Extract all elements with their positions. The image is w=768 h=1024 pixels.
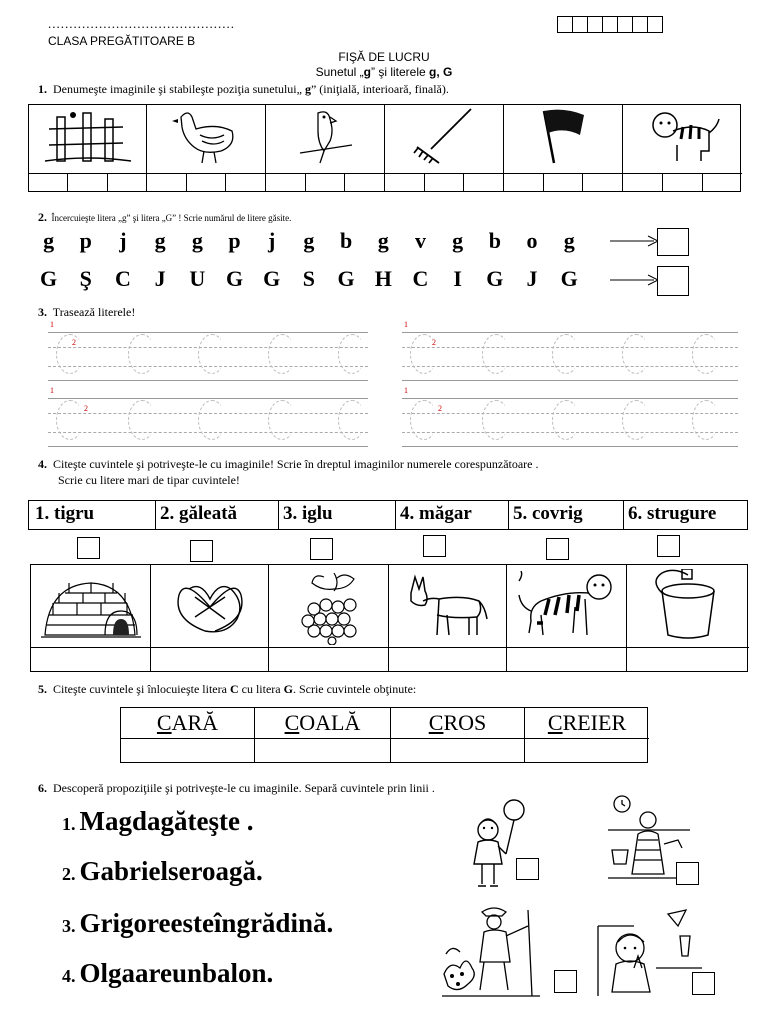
bucket-image: [627, 565, 749, 647]
hen-image: [147, 105, 266, 173]
letter[interactable]: G: [225, 266, 244, 291]
class-label: CLASA PREGĂTITOARE B: [48, 34, 196, 48]
letter[interactable]: G: [40, 266, 58, 291]
match-number-box[interactable]: [77, 537, 100, 559]
pretzel-image: [151, 565, 269, 647]
letter[interactable]: p: [228, 228, 241, 253]
ex1-instruction: 1. Denumeşte imaginile şi stabileşte poziţia sunetului„ g” (iniţială, interioară, finală).: [38, 82, 449, 96]
parrot-image: [266, 105, 385, 173]
match-number-box[interactable]: [546, 538, 569, 560]
word-cell: COALĂ: [255, 708, 391, 738]
match-number-box[interactable]: [554, 970, 577, 993]
arrow-right-icon: [610, 273, 660, 287]
match-number-box[interactable]: [190, 540, 213, 562]
match-number-box[interactable]: [310, 538, 333, 560]
ex4-image-table: [30, 564, 748, 672]
letter[interactable]: b: [488, 228, 501, 253]
letter[interactable]: C: [115, 266, 131, 291]
letter[interactable]: g: [191, 228, 203, 253]
ex4-instruction-line2: Scrie cu litere mari de tipar cuvintele!: [58, 473, 240, 487]
match-number-box[interactable]: [692, 972, 715, 995]
word-cell: CROS: [391, 708, 525, 738]
letter[interactable]: J: [526, 266, 538, 291]
arrow-right-icon: [610, 234, 660, 248]
grade-boxes[interactable]: [557, 16, 663, 33]
ex4-answer-row[interactable]: [31, 647, 749, 672]
letter[interactable]: G: [337, 266, 355, 291]
word-cell: 4. măgar: [396, 501, 509, 529]
donkey-image: [389, 565, 507, 647]
match-number-box[interactable]: [516, 858, 539, 880]
letter[interactable]: U: [189, 266, 206, 291]
page-subtitle: Sunetul „g” şi literele g, G: [315, 65, 453, 79]
grapes-image: [269, 565, 389, 647]
lowercase-count-box[interactable]: [657, 228, 689, 256]
ex4-instruction: 4. Citeşte cuvintele şi potriveşte-le cu imaginile! Scrie în dreptul imaginilor numerele corespunzătoare .: [38, 457, 539, 471]
tracing-block[interactable]: 1 2: [402, 388, 738, 450]
letter[interactable]: Ş: [79, 266, 92, 291]
tracing-block[interactable]: 1 2: [48, 322, 368, 384]
tiger-image: [623, 105, 742, 173]
letter[interactable]: I: [453, 266, 462, 291]
word-cell: 3. iglu: [279, 501, 396, 529]
letter[interactable]: G: [486, 266, 504, 291]
ex5-answer-row[interactable]: [121, 738, 649, 763]
letter[interactable]: H: [374, 266, 392, 291]
ex3-instruction: 3. Trasează literele!: [38, 305, 136, 319]
ex5-word-table: [120, 707, 648, 763]
letter[interactable]: G: [560, 266, 578, 291]
letter[interactable]: b: [339, 228, 353, 253]
word-cell: 5. covrig: [509, 501, 624, 529]
word-cell: 2. găleată: [156, 501, 279, 529]
fence-gate-image: [29, 105, 147, 173]
ex6-instruction: 6. Descoperă propoziţiile şi potriveşte-le cu imaginile. Separă cuvintele prin linii .: [38, 781, 435, 795]
word-cell: CARĂ: [121, 708, 255, 738]
letter[interactable]: v: [414, 228, 426, 253]
letter[interactable]: g: [563, 228, 575, 253]
flag-image: [504, 105, 623, 173]
letter[interactable]: g: [303, 228, 315, 253]
word-cell: 1. tigru: [29, 501, 156, 529]
page-title: FIŞĂ DE LUCRU: [338, 50, 430, 64]
letter[interactable]: J: [154, 266, 166, 291]
boy-praying-image: [594, 906, 704, 998]
ex5-instruction: 5. Citeşte cuvintele şi înlocuieşte litera C cu litera G. Scrie cuvintele obţinute:: [38, 682, 417, 696]
match-number-box[interactable]: [657, 535, 680, 557]
letter[interactable]: j: [119, 228, 127, 253]
rake-image: [385, 105, 504, 173]
letter[interactable]: o: [526, 228, 538, 253]
letter[interactable]: g: [43, 228, 55, 253]
name-dotted-line[interactable]: ............................................: [48, 16, 235, 31]
word-cell: 6. strugure: [628, 503, 717, 524]
sentence-2: 2. Gabrielseroagă.: [62, 856, 263, 886]
word-cell: CREIER: [547, 710, 627, 735]
sentence-4: 4. Olgaareunbalon.: [62, 958, 274, 988]
igloo-image: [31, 565, 151, 647]
letter[interactable]: C: [412, 266, 429, 291]
tiger-image: [507, 565, 627, 647]
uppercase-count-box[interactable]: [657, 266, 689, 296]
ex2-instruction: 2. Încercuieşte litera „g” şi litera „G” ! Scrie numărul de litere găsite.: [38, 210, 292, 224]
ex1-answer-row[interactable]: [29, 173, 742, 192]
letter[interactable]: p: [79, 228, 92, 253]
sentence-1: 1. Magdagăteşte .: [62, 806, 254, 836]
letter[interactable]: G: [263, 266, 281, 291]
man-gardening-image: [440, 904, 544, 1000]
match-number-box[interactable]: [423, 535, 446, 557]
ex4-word-table: [28, 500, 748, 530]
letter[interactable]: j: [268, 228, 276, 253]
ex1-image-table: [28, 104, 741, 192]
letter[interactable]: g: [377, 228, 389, 253]
letter[interactable]: S: [302, 266, 316, 291]
tracing-block[interactable]: 1 2: [402, 322, 738, 384]
letter[interactable]: g: [452, 228, 464, 253]
ex2-lowercase-row: [30, 228, 588, 254]
match-number-box[interactable]: [676, 862, 699, 885]
ex2-uppercase-row: [30, 266, 588, 292]
letter[interactable]: g: [154, 228, 166, 253]
sentence-3: 3. Grigoreesteîngrădină.: [62, 908, 334, 938]
tracing-block[interactable]: 1 2: [48, 388, 368, 450]
